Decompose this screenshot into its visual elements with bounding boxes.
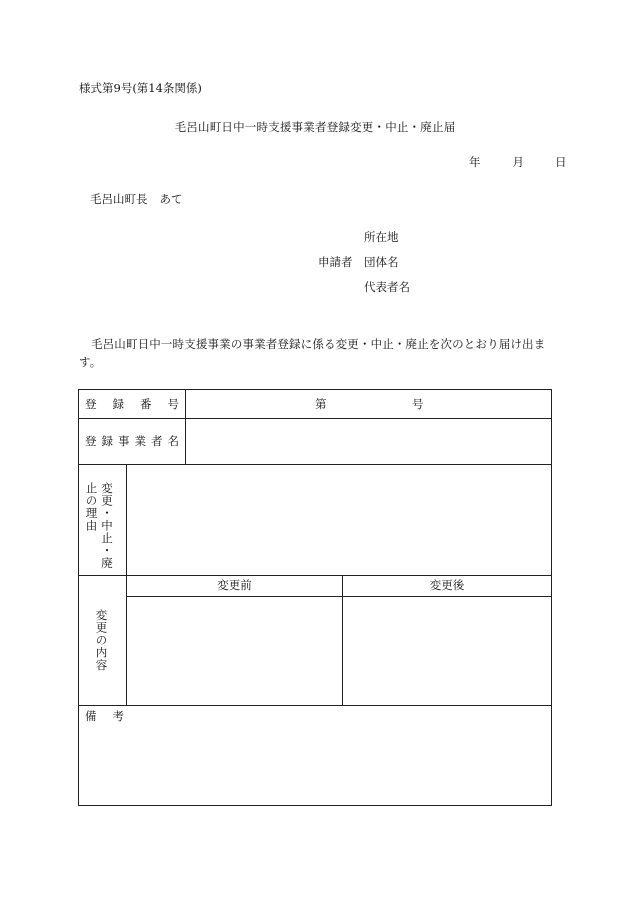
date-day-label: 日 — [555, 155, 567, 169]
addressee-honorific: あて — [159, 192, 183, 206]
row-divider — [126, 596, 551, 597]
after-change-label: 変更後 — [429, 578, 465, 592]
addressee — [90, 194, 183, 206]
form-number-label: 様式第9号(第14条関係) — [79, 81, 202, 95]
remarks-field[interactable] — [81, 726, 549, 804]
before-change-field[interactable] — [128, 598, 341, 704]
registration-number-prefix: 第 — [315, 397, 327, 411]
business-name-label: 登 録 事 業 者 名 — [85, 434, 179, 448]
before-change-label: 変更前 — [217, 578, 252, 592]
remarks-label: 備 考 — [85, 709, 124, 723]
row-divider — [79, 705, 551, 706]
business-name-field[interactable] — [187, 420, 549, 462]
date-line — [469, 157, 567, 169]
reason-label: 変更・中止・廃止の理由 — [84, 482, 115, 570]
addressee-name: 毛呂山町長 — [90, 192, 148, 206]
registration-change-table — [78, 389, 552, 806]
row-divider — [79, 464, 551, 465]
column-divider — [185, 390, 186, 464]
applicant-representative-label: 代表者名 — [364, 280, 410, 294]
applicant-label: 申請者 — [318, 255, 353, 269]
registration-number-label: 登 録 番 号 — [85, 397, 179, 411]
applicant-group-label: 団体名 — [364, 255, 399, 269]
column-divider — [342, 575, 343, 705]
row-divider — [79, 418, 551, 419]
applicant-address-label: 所在地 — [364, 230, 399, 244]
reason-field[interactable] — [128, 466, 549, 574]
change-content-label: 変更の内容 — [94, 609, 109, 672]
row-divider — [79, 575, 551, 576]
after-change-field[interactable] — [344, 598, 549, 704]
body-text: 毛呂山町日中一時支援事業の事業者登録に係る変更・中止・廃止を次のとおり届け出ます。 — [79, 337, 546, 369]
date-month-label: 月 — [512, 155, 524, 169]
document-title: 毛呂山町日中一時支援事業者登録変更・中止・廃止届 — [174, 120, 456, 134]
date-year-label: 年 — [469, 155, 481, 169]
registration-number-suffix: 号 — [412, 397, 424, 411]
